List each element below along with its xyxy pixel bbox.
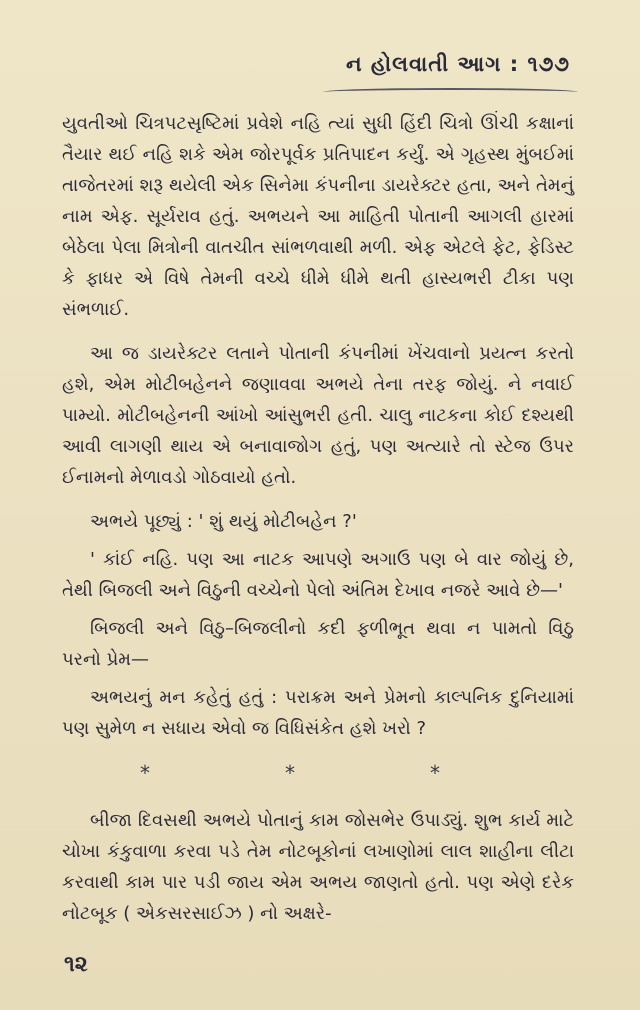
separator-star: * xyxy=(285,761,295,785)
paragraph-1: યુવતીઓ ચિત્રપટસૃષ્ટિમાં પ્રવેશે નહિ ત્યાં સુધી હિંદી ચિત્રો ઊંચી કક્ષાનાં તૈયાર થઈ નહિ શકે એમ જોરપૂર્વક પ્રતિપાદન કર્યું. એ ગૃહસ્થ મુંબઈમાં તાજેતરમાં શરૂ થયેલી એક સિનેમા કંપનીના ડાયરેક્ટર હતા, અને તેમનું નામ એફ. સૂર્યરાવ હતું. અભયને આ માહિતી પોતાની આગલી હારમાં બેઠેલા પેલા મિત્રોની વાતચીત સાંભળવાથી મળી. એફ એટલે ફેટ, ફેડિસ્ટ કે ફાધર એ વિષે તેમની વચ્ચે ધીમે ધીમે થતી હાસ્યભરી ટીકા પણ સંભળાઈ. xyxy=(62,113,574,320)
page-number: ૧૨ xyxy=(64,952,88,977)
paragraph-3: અભયે પૂછ્યું : ' શું થયું મોટીબહેન ?' xyxy=(90,511,357,532)
body-text xyxy=(62,108,574,929)
paragraph-6: અભયનું મન કહેતું હતું : પરાક્રમ અને પ્રેમનો કાલ્પનિક દુનિયામાં પણ સુમેળ ન સધાય એવો જ વિધિસંકેત હશે ખરો ? xyxy=(62,687,574,739)
paragraph-5: બિજલી અને વિઠુ–બિજલીનો કદી ફળીભૂત થવા ન પામતો વિઠુ પરનો પ્રેમ— xyxy=(62,618,574,670)
running-head-rule xyxy=(323,88,578,96)
paragraph-4: ' કાંઈ નહિ. પણ આ નાટક આપણે અગાઉ પણ બે વાર જોયું છે, તેથી બિજલી અને વિઠુની વચ્ચેનો પેલો અંતિમ દેખાવ નજરે આવે છે—' xyxy=(62,549,574,601)
section-separator xyxy=(140,758,440,789)
paragraph-7: બીજા દિવસથી અભયે પોતાનું કામ જોસભેર ઉપાડ્યું. શુભ કાર્ય માટે ચોખા કંકુવાળા કરવા પડે તેમ નોટબૂકોનાં લખાણોમાં લાલ શાહીના લીટા કરવાથી કામ પાર પડી જાય એમ અભય જાણતો હતો. પણ એણે દરેક નોટબૂક ( એકસરસાઈઝ ) નો અક્ષરે- xyxy=(62,810,574,924)
paragraph-2: આ જ ડાયરેક્ટર લતાને પોતાની કંપનીમાં ખેંચવાનો પ્રયત્ન કરતો હશે, એમ મોટીબહેનને જણાવવા અભયે તેના તરફ જોયું. ને નવાઈ પામ્યો. મોટીબહેનની આંખો આંસુભરી હતી. ચાલુ નાટકના કોઈ દશ્યથી આવી લાગણી થાય એ બનાવાજોગ હતું, પણ અત્યારે તો સ્ટેજ ઉપર ઈનામનો મેળાવડો ગોઠવાયો હતો. xyxy=(62,343,574,488)
separator-star: * xyxy=(140,761,150,785)
running-head: ન હોલવાતી આગ : ૧૭૭ xyxy=(345,52,570,76)
separator-star: * xyxy=(430,761,440,785)
